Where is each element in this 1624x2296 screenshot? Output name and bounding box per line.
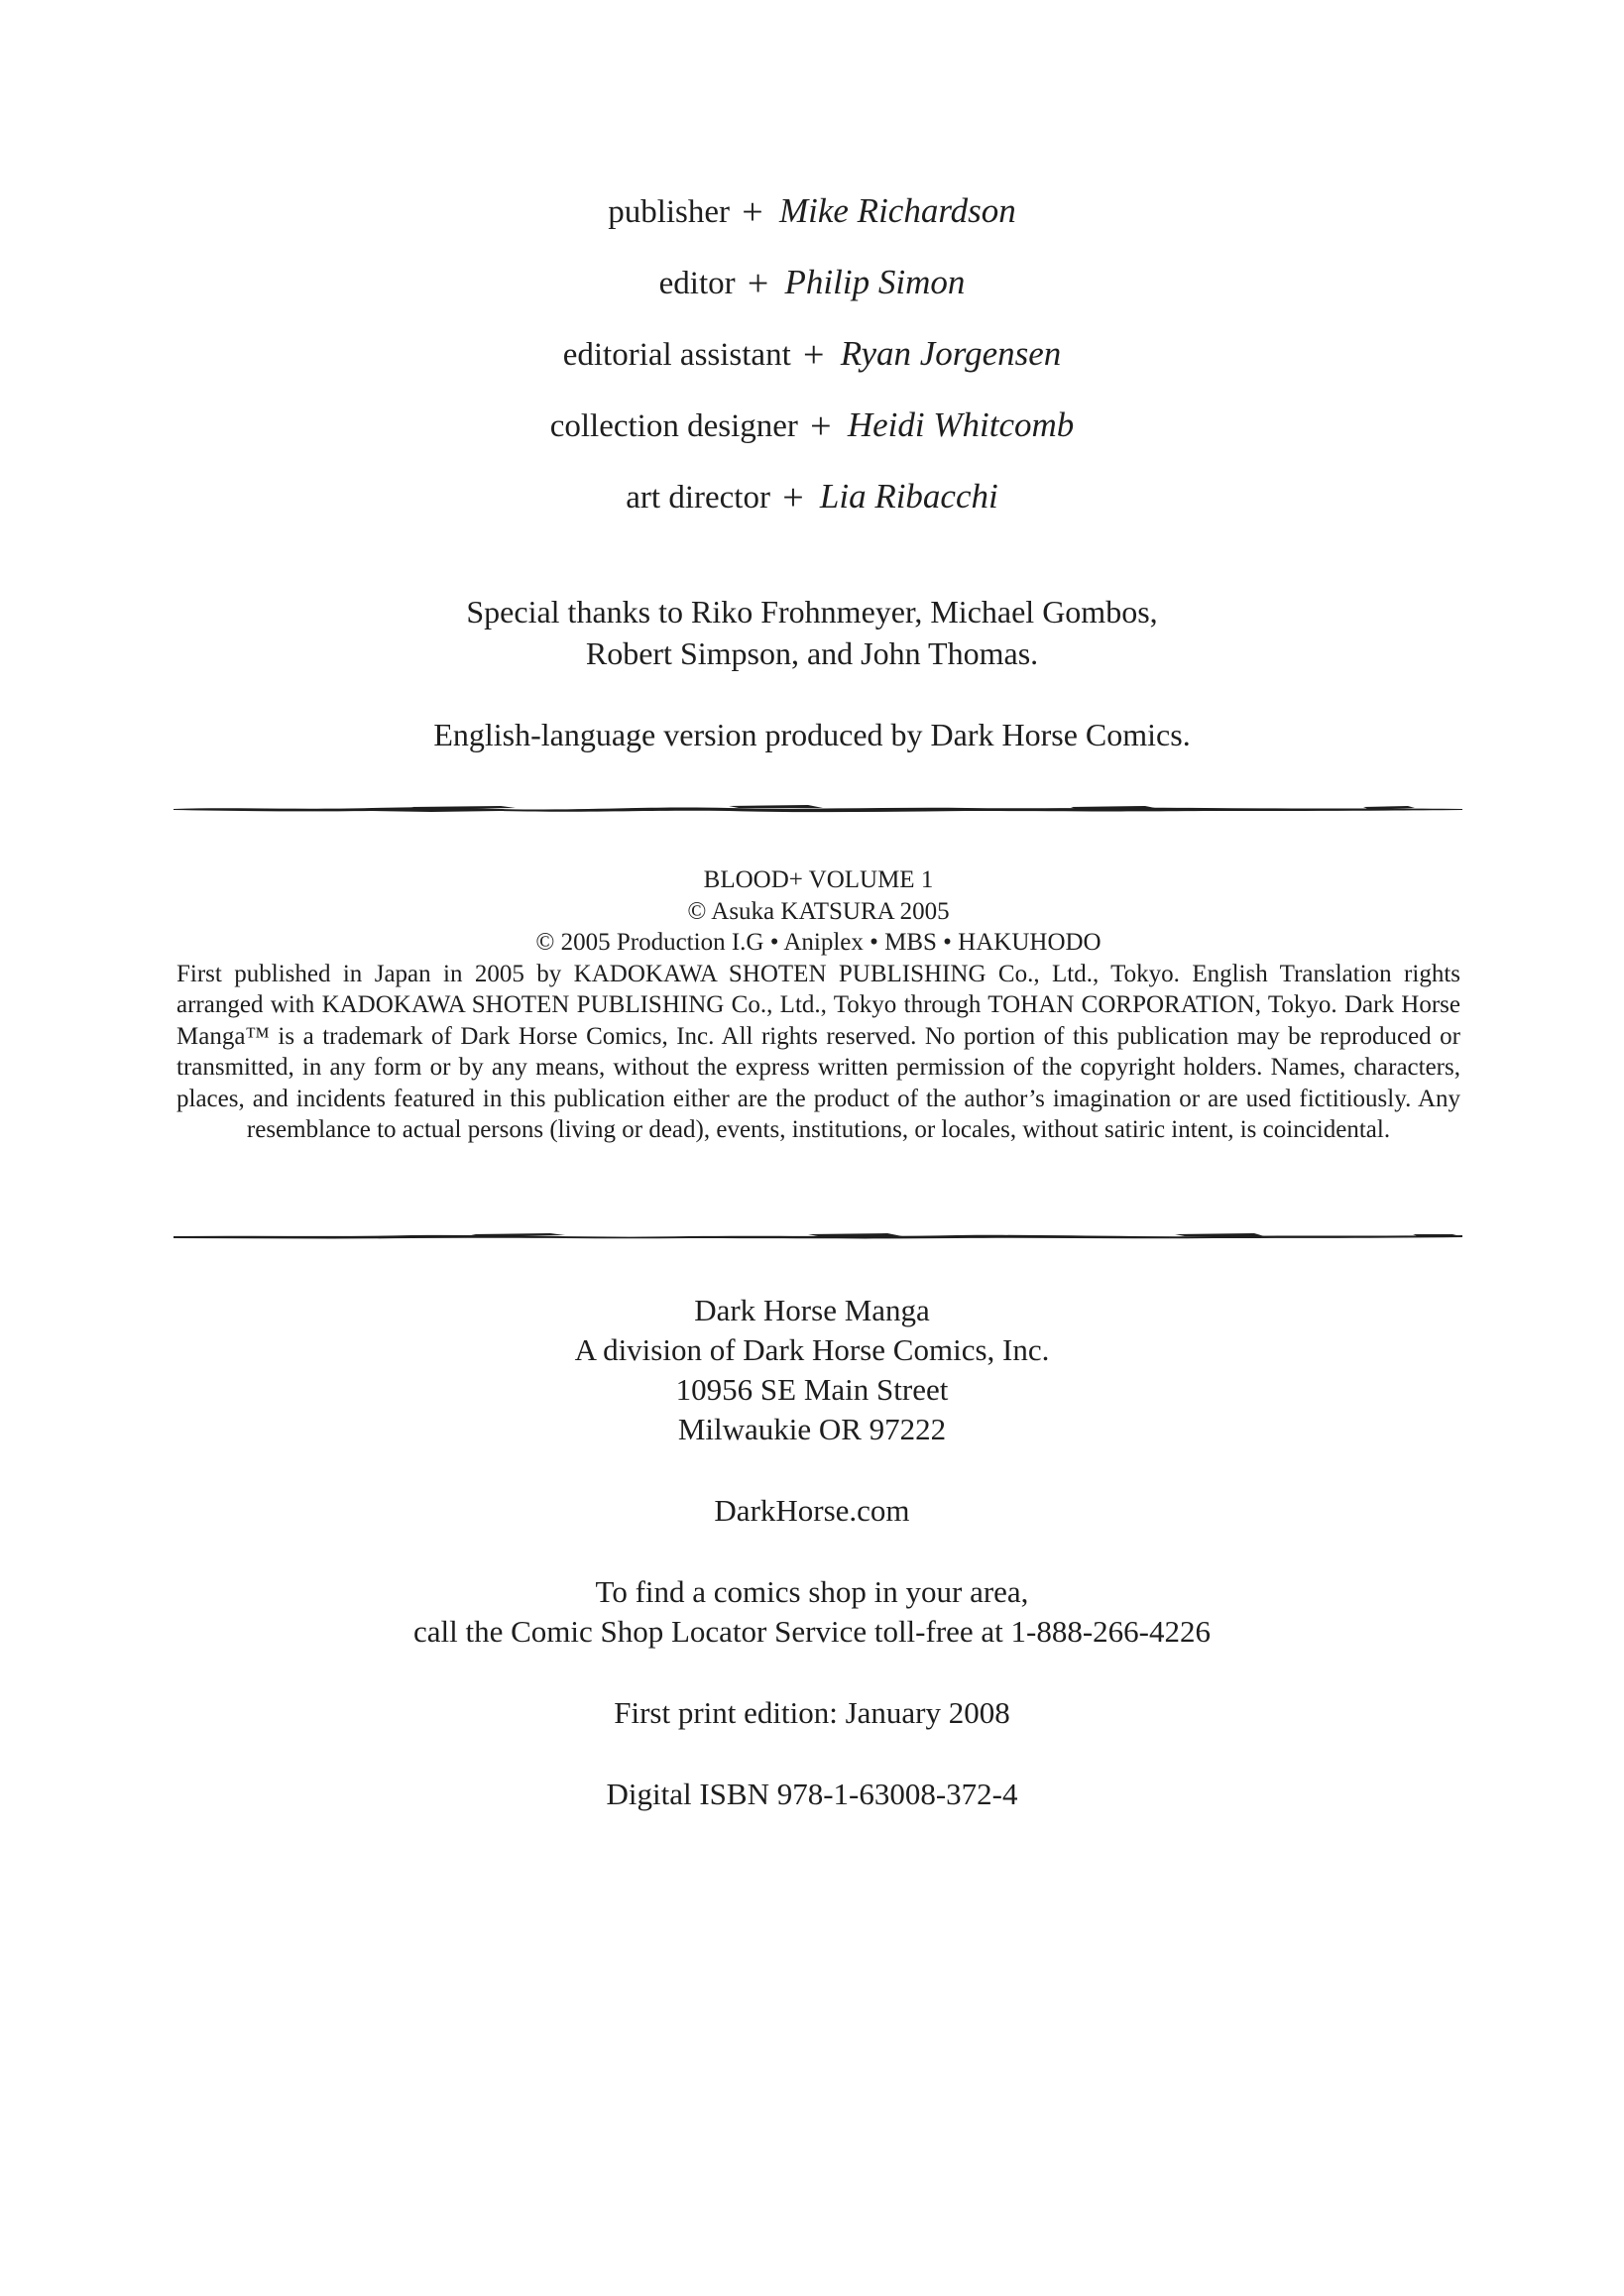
special-thanks-line: Robert Simpson, and John Thomas. bbox=[585, 635, 1039, 671]
credit-publisher bbox=[0, 183, 1624, 255]
credit-name: Mike Richardson bbox=[778, 191, 1016, 230]
credit-collection-designer bbox=[0, 398, 1624, 469]
credit-separator: + bbox=[742, 191, 763, 233]
credit-art-director bbox=[0, 469, 1624, 540]
special-thanks bbox=[0, 591, 1624, 674]
brush-divider-top bbox=[174, 799, 1462, 819]
credit-separator: + bbox=[803, 334, 825, 376]
credit-name: Heidi Whitcomb bbox=[847, 405, 1075, 444]
credit-name: Ryan Jorgensen bbox=[840, 334, 1062, 373]
publisher-name: Dark Horse Manga bbox=[694, 1293, 930, 1327]
credit-editor bbox=[0, 255, 1624, 326]
publisher-website: DarkHorse.com bbox=[714, 1493, 910, 1528]
credit-separator: + bbox=[747, 263, 769, 304]
edition-line: First print edition: January 2008 bbox=[614, 1695, 1010, 1730]
shop-locator-line: call the Comic Shop Locator Service toll-free at 1-888-266-4226 bbox=[412, 1614, 1212, 1649]
book-title: BLOOD+ VOLUME 1 bbox=[703, 866, 934, 893]
publisher-city: Milwaukie OR 97222 bbox=[677, 1412, 947, 1446]
credits-list bbox=[0, 183, 1624, 540]
production-note: English-language version produced by Dark Horse Comics. bbox=[433, 717, 1191, 752]
publisher-division: A division of Dark Horse Comics, Inc. bbox=[574, 1332, 1050, 1367]
isbn-line: Digital ISBN 978-1-63008-372-4 bbox=[606, 1777, 1018, 1811]
credit-separator: + bbox=[782, 477, 804, 518]
credit-name: Lia Ribacchi bbox=[819, 477, 998, 516]
special-thanks-line: Special thanks to Riko Frohnmeyer, Michael Gombos, bbox=[466, 594, 1158, 630]
copyright-line: © 2005 Production I.G • Aniplex • MBS • HAKUHODO bbox=[535, 929, 1102, 956]
publisher-street: 10956 SE Main Street bbox=[675, 1372, 949, 1407]
brush-divider-bottom bbox=[174, 1226, 1462, 1246]
credit-editorial-assistant bbox=[0, 326, 1624, 398]
credit-role: collection designer bbox=[549, 408, 798, 444]
credit-role: editor bbox=[658, 266, 736, 301]
credit-role: publisher bbox=[608, 194, 731, 230]
legal-paragraph: First published in Japan in 2005 by KADOKAWA SHOTEN PUBLISHING Co., Ltd., Tokyo. English Translation rights arranged with KADOKAWA SHOTEN PUBLISHING Co., Ltd., Tokyo through TOHAN CORPORATION, Tokyo. Dark Horse Manga™ is a trademark of Dark Horse Comics, Inc. All rights reserved. No portion of this publication may be reproduced or transmitted, in any form or by any means, without the express written permission of the copyright holders. Names, characters, places, and incidents featured in this publication either are the product of the author’s imagination or are used fictitiously. Any resemblance to actual persons (living or dead), events, institutions, or locales, without satiric intent, is coincidental. bbox=[176, 960, 1460, 1143]
shop-locator-line: To find a comics shop in your area, bbox=[595, 1574, 1029, 1609]
legal-notice bbox=[176, 864, 1460, 1146]
publisher-info bbox=[0, 1291, 1624, 1814]
copyright-line: © Asuka KATSURA 2005 bbox=[687, 897, 950, 925]
credit-role: editorial assistant bbox=[562, 337, 791, 373]
credit-role: art director bbox=[626, 480, 770, 516]
credit-separator: + bbox=[810, 405, 832, 447]
credit-name: Philip Simon bbox=[784, 263, 966, 301]
